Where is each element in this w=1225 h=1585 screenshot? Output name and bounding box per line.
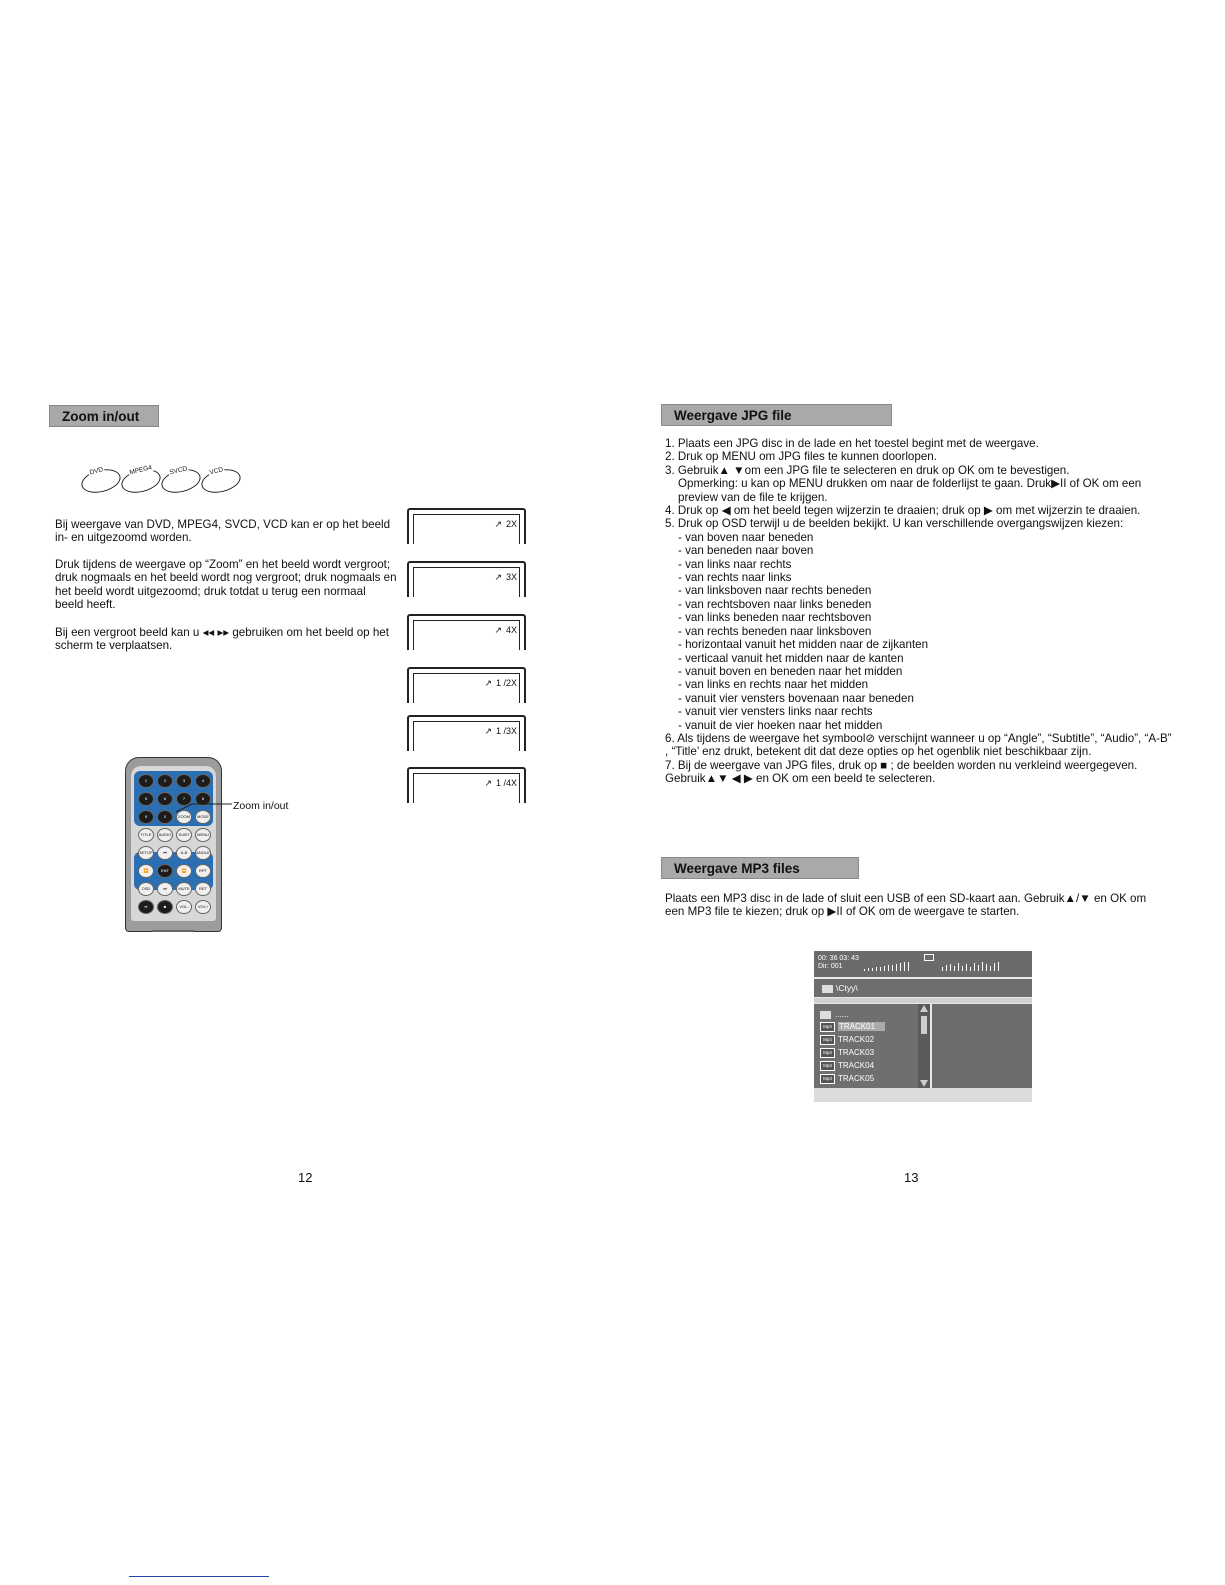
remote-callout-label: Zoom in/out <box>233 800 289 812</box>
jpg-step-note: Opmerking: u kan op MENU drukken om naar de folderlijst te gaan. Druk▶II of OK om een preview van de file te krijgen. <box>678 477 1142 504</box>
jpg-step: 2. Druk op MENU om JPG files te kunnen doorlopen. <box>665 450 937 464</box>
jpg-step: 7. Bij de weergave van JPG files, druk op ■ ; de beelden worden nu verkleind weergegeven. Gebruik▲▼ ◀ ▶ en OK om een beeld te selecteren. <box>665 758 1138 786</box>
mp3-instructions: Plaats een MP3 disc in de lade of sluit een USB of een SD-kaart aan. Gebruik▲/▼ en OK om een MP3 file te kiezen; druk op ▶II of OK om de weergave te starten. <box>665 892 1147 919</box>
zoom-level-label: ↗ 4X <box>494 625 517 636</box>
zoom-frame-2x <box>407 508 526 544</box>
page-number-left: 12 <box>298 1170 313 1185</box>
mp3-file-icon: Mp3 <box>820 1074 835 1084</box>
zoom-callout-line <box>172 800 234 814</box>
zoom-section-header: Zoom in/out <box>49 405 159 427</box>
zoom-level-label: ↗ 3X <box>494 572 517 583</box>
zoom-frame-third <box>407 715 526 751</box>
transition-option: - van linksboven naar rechts beneden <box>678 584 872 598</box>
mpeg4-badge: MPEG4 <box>119 465 163 496</box>
mp3-browser-screen <box>814 951 1032 1102</box>
mp3-file-icon: Mp3 <box>820 1061 835 1071</box>
list-item-parent-folder[interactable]: ...... <box>820 1009 848 1020</box>
jpg-step: 5. Druk op OSD terwijl u de beelden bekijkt. U kan verschillende overgangswijzen kiezen: <box>665 517 1124 531</box>
jpg-instructions <box>665 437 1175 786</box>
transition-option: - vanuit vier vensters bovenaan naar beneden <box>678 691 914 705</box>
dvd-badge: DVD <box>79 465 123 496</box>
scroll-thumb[interactable] <box>921 1016 927 1034</box>
folder-icon <box>820 1011 831 1019</box>
mp3-path-bar <box>814 979 1032 997</box>
zoom-level-label: ↗ 2X <box>494 519 517 530</box>
zoom-button: ZOOM <box>176 810 192 824</box>
scroll-down-arrow-icon[interactable] <box>920 1080 928 1087</box>
list-item-track[interactable]: Mp3 TRACK01 <box>820 1021 885 1032</box>
jpg-section-header: Weergave JPG file <box>661 404 892 426</box>
zoom-paragraph-2: Druk tijdens de weergave op “Zoom” en het beeld wordt vergroot; druk nogmaals en het beeld wordt nog vergroot; druk nogmaals en het beeld wordt uitgezoomd; druk totdat u terug een normaal beeld heeft. <box>55 558 397 612</box>
folder-icon <box>822 985 833 993</box>
remote-control-illustration: 1 2 3 4 5 6 7 8 9 0 ZOOM MODE TITLE AUDIO SUBT MENU SETUP ⏮ A-B ANGLE ⏪ ENT ⏩ RPT OSD ⏭ MUTE RET ⏯ ■ VOL- VOL+ <box>125 757 222 932</box>
footer-link-underline <box>129 1576 269 1577</box>
jpg-step: 3. Gebruik▲ ▼om een JPG file te selecteren en druk op OK om te bevestigen. <box>665 463 1070 477</box>
transition-option: - verticaal vanuit het midden naar de kanten <box>678 651 904 665</box>
mp3-section-header: Weergave MP3 files <box>661 857 859 879</box>
list-item-track[interactable]: Mp3 TRACK03 <box>820 1047 874 1058</box>
mp3-path-text: \Ctyy\ <box>836 983 858 993</box>
mp3-time-readout: 00: 36 03: 43 <box>818 955 859 962</box>
zoom-level-label: ↗ 1 /4X <box>484 778 517 789</box>
mp3-preview-pane <box>932 1004 1032 1088</box>
zoom-frame-3x <box>407 561 526 597</box>
zoom-paragraph-1: Bij weergave van DVD, MPEG4, SVCD, VCD kan er op het beeld in- en uitgezoomd worden. <box>55 518 391 545</box>
svcd-badge: SVCD <box>159 465 203 496</box>
transition-option: - van links en rechts naar het midden <box>678 678 869 692</box>
transition-option: - van beneden naar boven <box>678 544 814 558</box>
page-number-right: 13 <box>904 1170 919 1185</box>
mp3-file-list[interactable] <box>814 1004 930 1088</box>
transition-option: - van links beneden naar rechtsboven <box>678 611 872 625</box>
mp3-scrollbar[interactable] <box>918 1004 930 1088</box>
zoom-paragraph-3: Bij een vergroot beeld kan u ◂◂ ▸▸ gebruiken om het beeld op het scherm te verplaatsen. <box>55 626 389 653</box>
list-item-track[interactable]: Mp3 TRACK02 <box>820 1034 874 1045</box>
jpg-step: 6. Als tijdens de weergave het symbool⊘ verschijnt wanneer u op “Angle”, “Subtitle”, “Audio”, “A-B” , “Title’ enz drukt, betekent dit dat deze opties op het ogenblik niet beschikbaar zijn. <box>665 731 1172 759</box>
zoom-level-label: ↗ 1 /3X <box>484 726 517 737</box>
zoom-frame-quarter <box>407 767 526 803</box>
mp3-file-icon: Mp3 <box>820 1035 835 1045</box>
list-item-track[interactable]: Mp3 TRACK05 <box>820 1073 874 1084</box>
list-item-track[interactable]: Mp3 TRACK04 <box>820 1060 874 1071</box>
transition-option: - van rechts naar links <box>678 571 792 585</box>
transition-option: - van links naar rechts <box>678 557 792 571</box>
remote-base-bar <box>152 930 194 932</box>
spectrum-bars-icon <box>864 960 1026 972</box>
transition-option: - vanuit de vier hoeken naar het midden <box>678 718 883 732</box>
mp3-file-icon: Mp3 <box>820 1022 835 1032</box>
transition-option: - vanuit boven en beneden naar het midden <box>678 664 903 678</box>
scroll-up-arrow-icon[interactable] <box>920 1005 928 1012</box>
transition-option: - van rechts beneden naar linksboven <box>678 624 872 638</box>
zoom-frame-4x <box>407 614 526 650</box>
vcd-badge: VCD <box>199 465 243 496</box>
transition-option: - van boven naar beneden <box>678 530 814 544</box>
jpg-step: 4. Druk op ◀ om het beeld tegen wijzerzin te draaien; druk op ▶ om met wijzerzin te draaien. <box>665 504 1141 518</box>
mp3-status-bar <box>814 951 1032 977</box>
transition-option: - vanuit vier vensters links naar rechts <box>678 705 873 719</box>
transition-option: - horizontaal vanuit het midden naar de zijkanten <box>678 638 929 652</box>
mp3-file-icon: Mp3 <box>820 1048 835 1058</box>
zoom-frame-half <box>407 667 526 703</box>
jpg-step: 1. Plaats een JPG disc in de lade en het toestel begint met de weergave. <box>665 437 1039 450</box>
transition-option: - van rechtsboven naar links beneden <box>678 597 872 611</box>
mp3-dir-readout: Dir: 001 <box>818 963 843 970</box>
zoom-level-label: ↗ 1 /2X <box>484 678 517 689</box>
